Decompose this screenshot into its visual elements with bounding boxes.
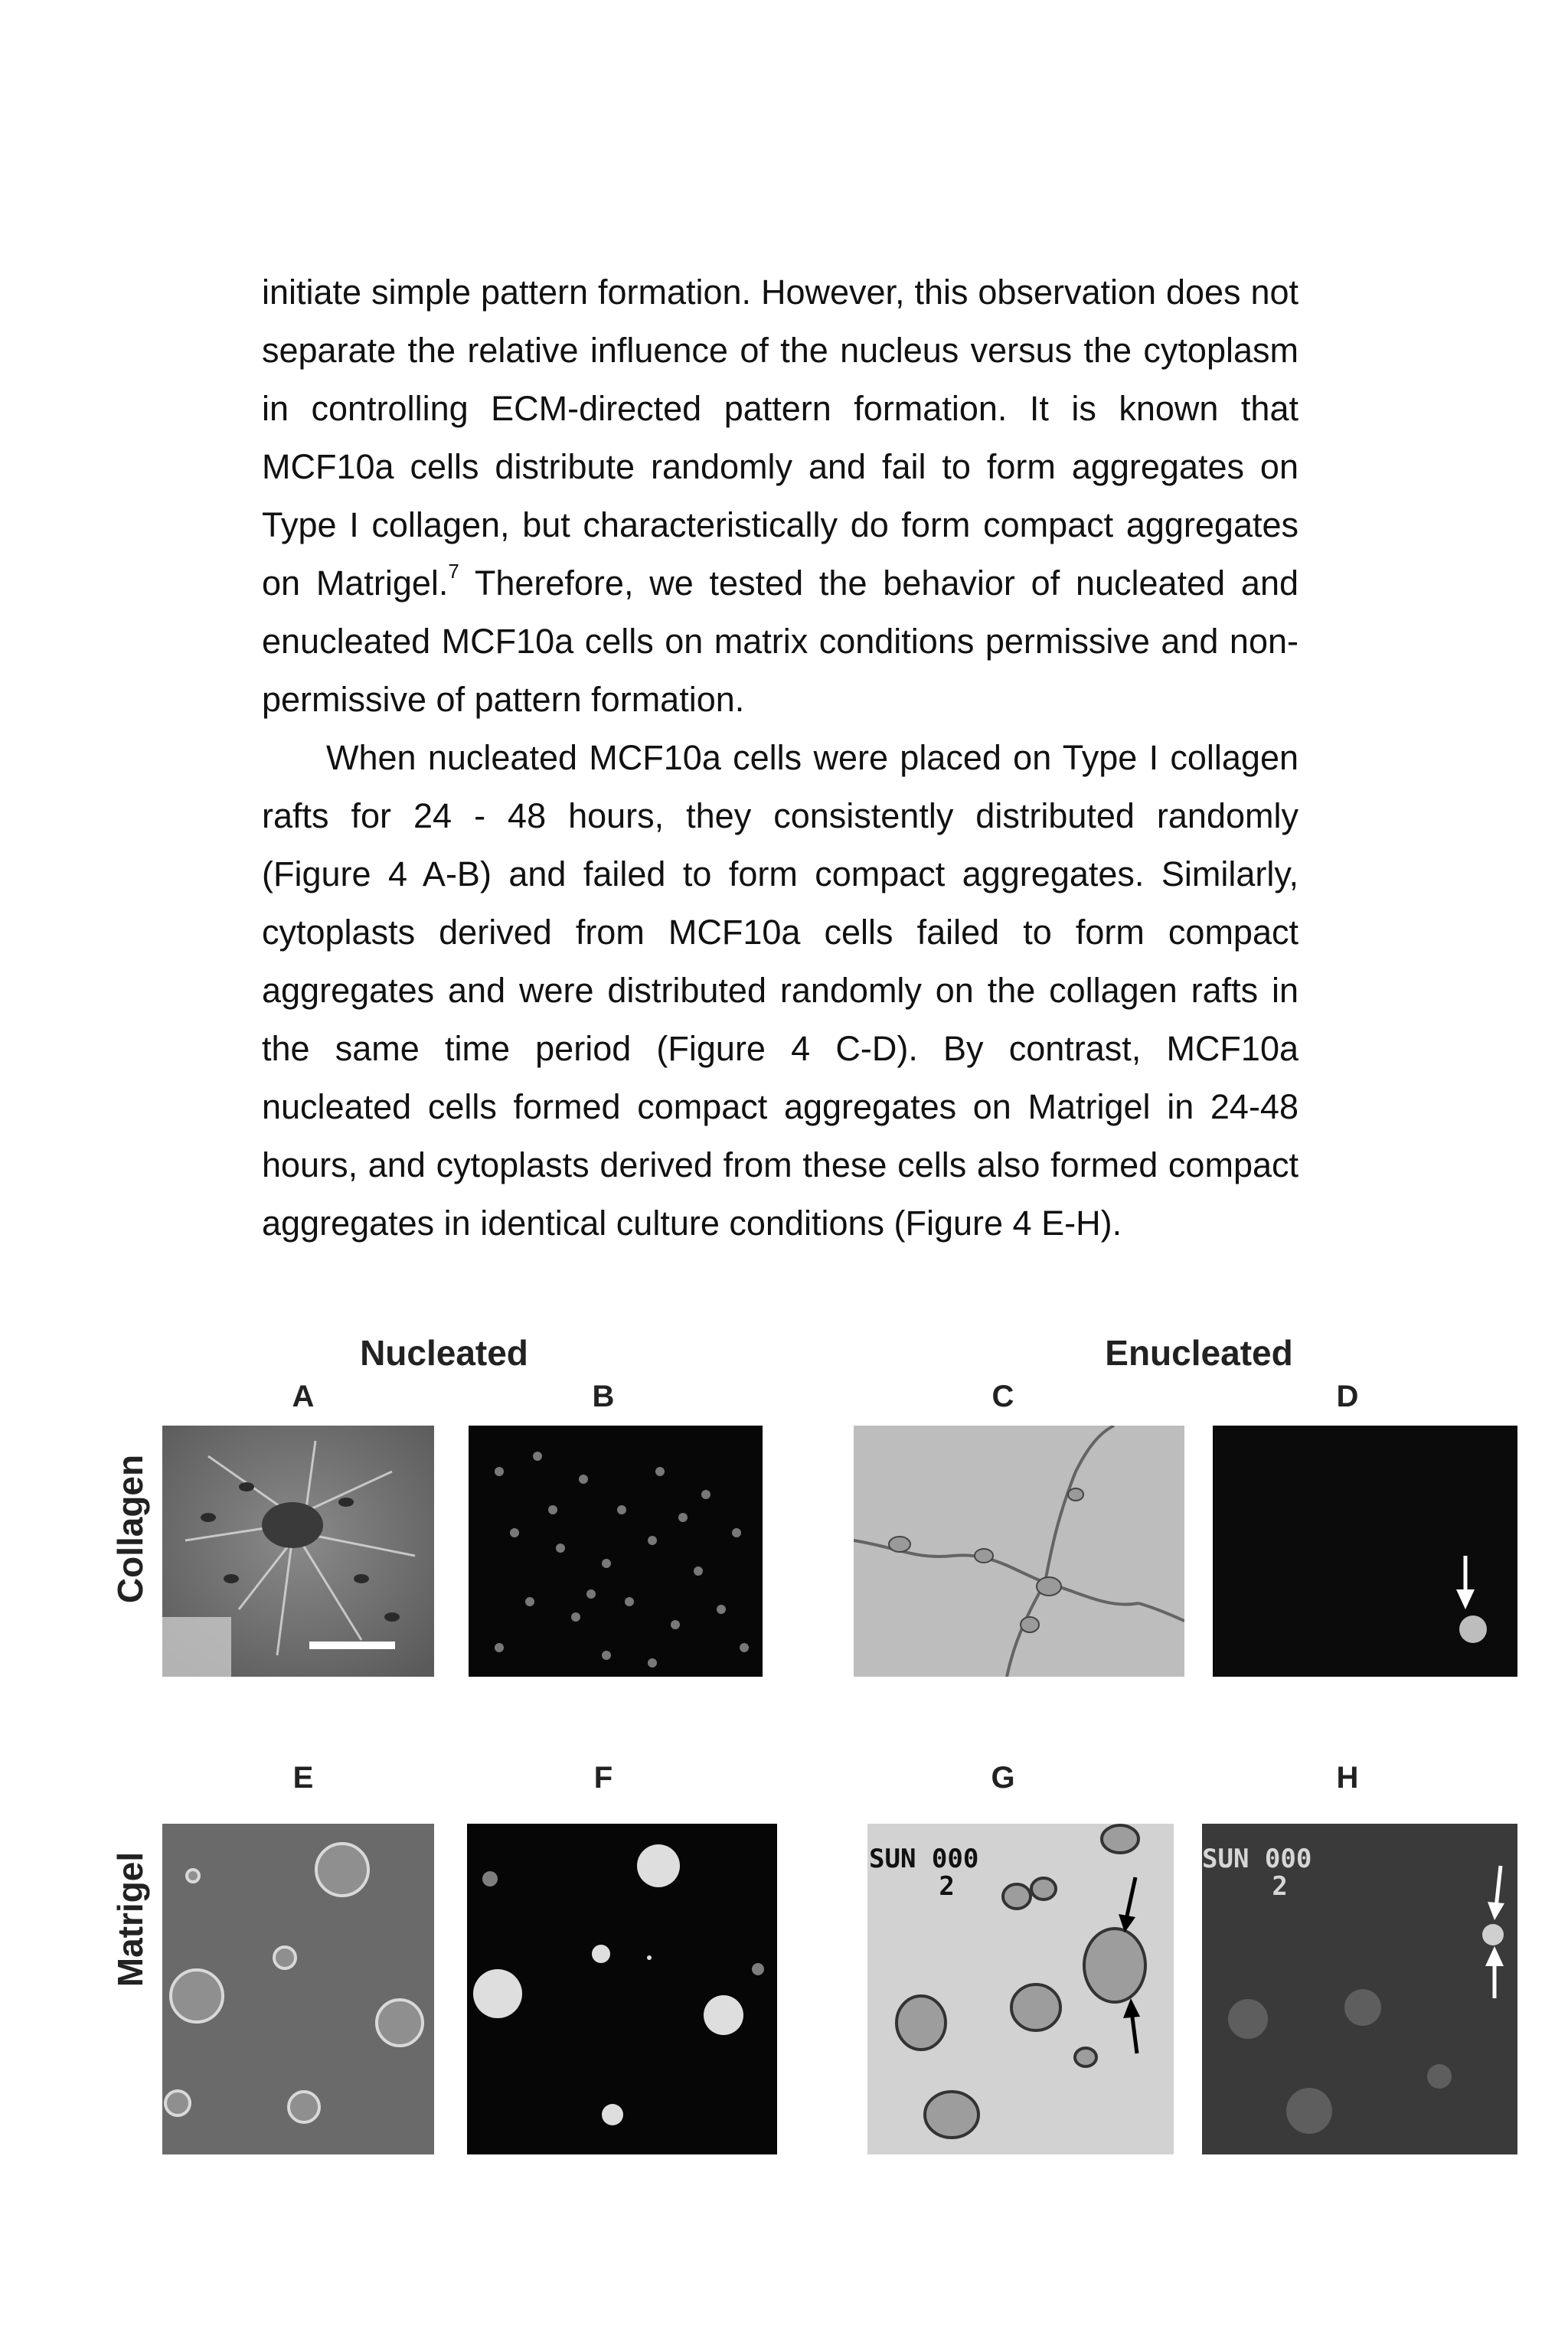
panel-h-overlay-line-1: SUN 000	[1202, 1844, 1312, 1874]
micrograph-panel-c	[854, 1426, 1184, 1677]
panel-g-overlay-text	[869, 1845, 978, 1900]
panel-letter-e: E	[292, 1761, 314, 1795]
panel-letter-g: G	[991, 1761, 1015, 1795]
row-label-matrigel: Matrigel	[110, 1851, 150, 1988]
paragraph-2: When nucleated MCF10a cells were placed on Type I collagen rafts for 24 - 48 hours, they consistently distributed randomly (Figure 4 A-B) and failed to form compact aggregates. Similarly, cytoplasts derived from MCF10a cells failed to form compact aggregates and were distributed randomly on the collagen rafts in the same time period (Figure 4 C-D). By contrast, MCF10a nucleated cells formed compact aggregates on Matrigel in 24-48 hours, and cytoplasts derived from these cells also formed compact aggregates in identical culture conditions (Figure 4 E-H).	[262, 738, 1298, 1243]
panel-letter-a: A	[292, 1380, 315, 1413]
paragraph-1-part-b: Therefore, we tested the behavior of nucleated and enucleated MCF10a cells on matrix conditions permissive and non-permissive of pattern formation.	[262, 564, 1299, 719]
panel-letter-f: F	[593, 1761, 613, 1795]
micrograph-panel-e	[162, 1824, 434, 2154]
panel-letter-c: C	[991, 1380, 1014, 1413]
column-label-nucleated: Nucleated	[360, 1333, 528, 1373]
body-text	[262, 263, 1298, 1253]
panel-letter-d: D	[1336, 1380, 1359, 1413]
panel-g-overlay-line-2: 2	[939, 1871, 955, 1902]
micrograph-panel-d	[1213, 1426, 1517, 1677]
panel-letter-b: B	[592, 1380, 615, 1413]
citation-superscript: 7	[448, 560, 459, 583]
panel-g-overlay-line-1: SUN 000	[869, 1844, 979, 1874]
micrograph-panel-b	[469, 1426, 763, 1677]
paragraph-1-part-a: initiate simple pattern formation. However, this observation does not separate the relative influence of the nucleus versus the cytoplasm in controlling ECM-directed pattern formation. It is known that MCF10a cells distribute randomly and fail to form aggregates on Type I collagen, but characteristically do form compact aggregates on Matrigel.	[262, 273, 1298, 603]
micrograph-panel-f	[467, 1824, 777, 2154]
row-label-collagen: Collagen	[110, 1454, 150, 1604]
paragraph-1	[262, 263, 1298, 729]
micrograph-panel-h	[1202, 1824, 1517, 2154]
micrograph-panel-a	[162, 1426, 434, 1677]
panel-h-overlay-text	[1202, 1845, 1312, 1900]
panel-letter-h: H	[1336, 1761, 1359, 1795]
micrograph-panel-g	[867, 1824, 1174, 2154]
column-label-enucleated: Enucleated	[1105, 1333, 1293, 1373]
panel-h-overlay-line-2: 2	[1272, 1871, 1288, 1902]
figure-4	[0, 1317, 1568, 2205]
